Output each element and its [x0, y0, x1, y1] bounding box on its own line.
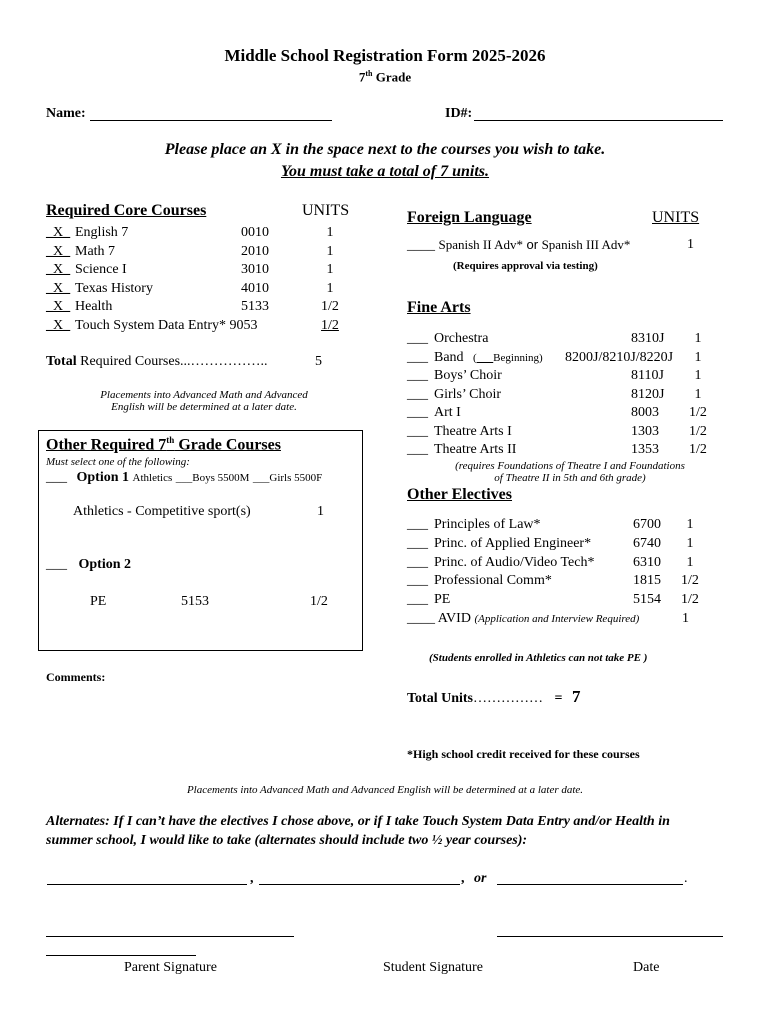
- spanish-units: 1: [687, 237, 694, 252]
- core-total: [46, 354, 268, 370]
- pe-code: 5153: [181, 594, 209, 609]
- fine-arts-blank[interactable]: ___: [407, 442, 428, 457]
- fine-arts-blank[interactable]: ___: [407, 368, 428, 383]
- fine-arts-units: 1: [694, 331, 702, 346]
- elective-code: 6740: [633, 535, 661, 551]
- core-course-units: 1: [326, 243, 334, 259]
- id-label: ID#:: [445, 106, 473, 121]
- band-beginning-blank[interactable]: ___: [476, 351, 494, 364]
- alternates-line-2: summer school, I would like to take (alternates should include two ½ year courses):: [46, 833, 528, 848]
- alternate-or: or: [474, 871, 487, 886]
- instruction-line-2: You must take a total of 7 units.: [280, 163, 490, 180]
- theatre-note-2: of Theatre II in 5th and 6th grade): [494, 472, 646, 484]
- theatre-note-1: (requires Foundations of Theatre I and Foundations: [455, 460, 685, 472]
- fine-arts-name: Boys’ Choir: [434, 368, 502, 383]
- elective-blank[interactable]: ___: [407, 517, 428, 532]
- student-date-signature-line[interactable]: [497, 936, 723, 937]
- core-course-code: 5133: [241, 299, 269, 314]
- name-label: Name:: [46, 106, 86, 121]
- elective-code: 1815: [633, 573, 661, 589]
- avid-note: (Application and Interview Required): [474, 613, 640, 625]
- core-course-units: 1: [326, 225, 334, 240]
- elective-code: 6310: [633, 554, 661, 570]
- other-electives-heading: Other Electives: [407, 486, 513, 503]
- parent-signature-label: Parent Signature: [124, 960, 217, 975]
- core-course-units: 1: [326, 280, 334, 296]
- form-title: Middle School Registration Form 2025-2026: [224, 46, 546, 65]
- spanish-3: Spanish III Adv*: [541, 237, 631, 252]
- core-course-units: 1/2: [321, 317, 339, 333]
- fine-arts-code: 8310J: [631, 331, 665, 346]
- grade-label: [0, 69, 770, 85]
- option-2-label: Option 2: [78, 557, 132, 572]
- fine-arts-name: Theatre Arts II: [434, 442, 517, 457]
- elective-units: 1: [686, 554, 694, 570]
- elective-units: 1/2: [681, 592, 699, 608]
- elective-blank[interactable]: ___: [407, 554, 428, 570]
- alternate-field-1[interactable]: [47, 884, 247, 885]
- fine-arts-blank[interactable]: ___: [407, 405, 428, 420]
- athletics-units: 1: [317, 504, 324, 519]
- pe-name: PE: [90, 594, 107, 609]
- grade-number: 7: [358, 69, 366, 85]
- total-units-label: Total Units: [407, 691, 474, 706]
- fine-arts-units: 1: [694, 349, 702, 365]
- band-open: (: [473, 351, 477, 364]
- hs-credit-note: *High school credit received for these courses: [407, 747, 640, 761]
- option-2-blank[interactable]: ___: [46, 557, 67, 572]
- core-course-mark[interactable]: _X_: [46, 262, 71, 277]
- spanish-2: Spanish II Adv*: [438, 237, 523, 252]
- fine-arts-code: 8200J/8210J/8220J: [565, 349, 674, 365]
- elective-units: 1/2: [681, 573, 699, 589]
- must-select-note: Must select one of the following:: [46, 456, 190, 468]
- fine-arts-units: 1/2: [689, 405, 707, 420]
- avid-row[interactable]: [407, 611, 639, 627]
- fine-arts-name: Art I: [434, 405, 461, 420]
- option-1-blank[interactable]: ___: [46, 470, 67, 485]
- elective-blank[interactable]: ___: [407, 573, 428, 589]
- elective-name: Princ. of Audio/Video Tech*: [434, 554, 595, 570]
- option-1-boys[interactable]: ___Boys 5500M: [175, 472, 250, 484]
- student-signature-label: Student Signature: [383, 960, 483, 975]
- fine-arts-code: 1303: [631, 423, 659, 439]
- pe-units: 1/2: [310, 594, 328, 609]
- elective-blank[interactable]: ___: [407, 592, 428, 608]
- fine-arts-blank[interactable]: ___: [407, 349, 428, 365]
- avid-name: AVID: [437, 611, 471, 626]
- core-course-code: 4010: [241, 280, 269, 296]
- id-field[interactable]: [474, 120, 723, 121]
- core-units-heading: UNITS: [302, 202, 350, 219]
- option-1-row[interactable]: [46, 470, 322, 486]
- fine-arts-blank[interactable]: ___: [407, 386, 428, 402]
- core-course-name: English 7: [75, 225, 129, 240]
- option-1-girls[interactable]: ___Girls 5500F: [252, 472, 323, 484]
- option-1-label: Option 1: [76, 470, 130, 485]
- instruction-line-1: Please place an X in the space next to the courses you wish to take.: [164, 141, 606, 158]
- date-label: Date: [633, 960, 660, 975]
- spanish-row[interactable]: [407, 237, 630, 254]
- name-field[interactable]: [90, 120, 332, 121]
- fine-arts-units: 1: [694, 386, 702, 402]
- fine-arts-name: Girls’ Choir: [434, 386, 502, 402]
- core-course-name: Touch System Data Entry* 9053: [75, 317, 258, 333]
- alternate-field-3[interactable]: [497, 884, 683, 885]
- elective-name: Principles of Law*: [434, 517, 541, 532]
- fine-arts-heading: Fine Arts: [407, 299, 471, 316]
- total-units-dots: ……………: [473, 691, 544, 706]
- fine-arts-units: 1: [694, 368, 702, 383]
- fine-arts-code: 8120J: [631, 386, 665, 402]
- core-course-name: Math 7: [75, 243, 116, 259]
- elective-name: Professional Comm*: [434, 573, 552, 589]
- fine-arts-name: Band: [434, 349, 464, 365]
- avid-blank[interactable]: ____: [407, 611, 435, 626]
- spanish-note: (Requires approval via testing): [453, 260, 598, 272]
- placement-footer: Placements into Advanced Math and Advanced English will be determined at a later date.: [186, 784, 584, 796]
- grade-superscript: th: [365, 69, 373, 78]
- other-required-heading-pre: Other Required 7: [46, 436, 167, 454]
- foreign-language-heading: Foreign Language: [407, 209, 532, 226]
- avid-units: 1: [682, 611, 689, 626]
- parent-signature-line[interactable]: [46, 936, 294, 937]
- fine-arts-code: 8110J: [631, 368, 664, 383]
- total-units-equals: =: [554, 691, 563, 706]
- core-course-units: 1: [326, 262, 334, 277]
- comments-label: Comments:: [46, 670, 106, 684]
- parent-signature-line-2[interactable]: [46, 955, 196, 956]
- fine-arts-blank[interactable]: ___: [407, 423, 428, 439]
- elective-code: 6700: [633, 517, 661, 532]
- core-course-name: Health: [75, 299, 113, 314]
- core-heading: Required Core Courses: [46, 202, 207, 219]
- core-course-mark[interactable]: _X_: [46, 317, 71, 333]
- core-placement-note-1: Placements into Advanced Math and Advanced: [100, 389, 308, 401]
- option-1-athletics: Athletics: [132, 472, 173, 484]
- spanish-or: or: [526, 237, 539, 252]
- elective-name: Princ. of Applied Engineer*: [434, 535, 592, 551]
- core-course-units: 1/2: [321, 299, 339, 314]
- core-course-name: Texas History: [75, 280, 153, 296]
- total-units-row: [407, 687, 581, 707]
- elective-name: PE: [434, 592, 451, 608]
- fine-arts-name: Theatre Arts I: [434, 423, 512, 439]
- elective-units: 1: [686, 535, 694, 551]
- fine-arts-blank[interactable]: ___: [407, 331, 428, 346]
- core-course-mark[interactable]: _X_: [46, 225, 71, 240]
- grade-word: Grade: [375, 69, 412, 85]
- core-total-label: Total: [46, 354, 77, 369]
- elective-code: 5154: [633, 592, 661, 608]
- fine-arts-name: Orchestra: [434, 331, 489, 346]
- fine-arts-code: 8003: [631, 405, 659, 420]
- core-course-mark[interactable]: _X_: [46, 243, 71, 259]
- foreign-language-units-heading: UNITS: [652, 209, 700, 226]
- core-course-mark[interactable]: _X_: [46, 280, 71, 296]
- alternate-comma-2: ,: [461, 871, 465, 886]
- alternate-field-2[interactable]: [259, 884, 460, 885]
- other-required-heading: [46, 435, 281, 454]
- spanish-blank[interactable]: ____: [407, 238, 435, 253]
- alternates-line-1: Alternates: If I can’t have the electives I chose above, or if I take Touch System Data Entry and/or Health in: [46, 814, 670, 829]
- other-required-heading-sup: th: [166, 435, 175, 445]
- other-required-heading-post: Grade Courses: [174, 436, 281, 454]
- option-2-row[interactable]: [46, 557, 131, 573]
- fine-arts-code: 1353: [631, 442, 659, 457]
- core-placement-note-2: English will be determined at a later date.: [111, 401, 297, 413]
- core-total-value: 5: [315, 354, 322, 369]
- fine-arts-units: 1/2: [689, 442, 707, 457]
- alternate-comma-1: ,: [250, 871, 254, 886]
- fine-arts-units: 1/2: [689, 423, 707, 439]
- band-beginning[interactable]: [473, 352, 543, 364]
- core-course-name: Science I: [75, 262, 127, 277]
- elective-units: 1: [686, 517, 694, 532]
- elective-blank[interactable]: ___: [407, 535, 428, 551]
- band-beginning-text: Beginning): [493, 351, 543, 364]
- core-course-code: 2010: [241, 243, 269, 259]
- total-units-value: 7: [572, 687, 581, 706]
- athletics-pe-note: (Students enrolled in Athletics can not take PE ): [429, 652, 648, 664]
- alternate-period: .: [684, 871, 688, 886]
- athletics-description: Athletics - Competitive sport(s): [73, 504, 251, 519]
- core-total-text: Required Courses...……………..: [80, 354, 268, 369]
- core-course-code: 0010: [241, 225, 269, 240]
- core-course-mark[interactable]: _X_: [46, 299, 71, 314]
- core-course-code: 3010: [241, 262, 269, 277]
